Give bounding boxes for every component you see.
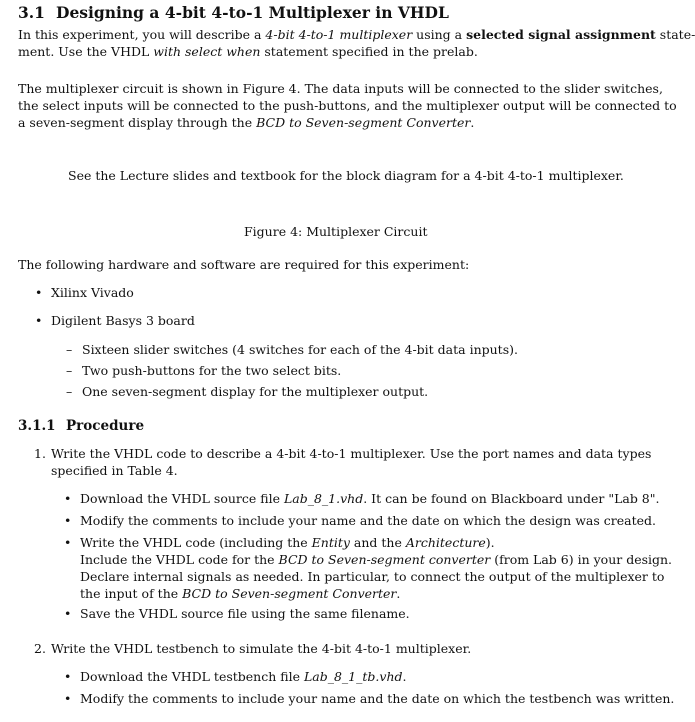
intro-text: using a xyxy=(412,27,467,42)
list-item-continuation: Declare internal signals as needed. In particular, to connect the output of the multiplexer to xyxy=(80,569,665,584)
para2-line-3 xyxy=(18,114,474,131)
intro-text: state- xyxy=(655,27,695,42)
step-1-line-2: specified in Table 4. xyxy=(51,463,178,478)
bullet-icon: • xyxy=(64,669,72,684)
para2-emph-bcd: BCD to Seven-segment Converter xyxy=(256,115,471,130)
dash-icon: – xyxy=(66,384,73,399)
step-text: Write the VHDL code to describe a 4-bit 4-to-1 multiplexer. Use the port names and data types xyxy=(51,446,652,461)
list-item-text: and the xyxy=(349,535,406,550)
list-item xyxy=(64,490,659,507)
intro-text: ment. Use the VHDL xyxy=(18,44,154,59)
sub-list-item-text: One seven-segment display for the multiplexer output. xyxy=(82,384,429,399)
intro-bold-ssa: selected signal assignment xyxy=(466,27,656,42)
list-item xyxy=(35,312,195,329)
list-item-text: the input of the xyxy=(80,586,183,601)
bullet-icon: • xyxy=(64,513,72,528)
para2-line-2: the select inputs will be connected to the push-buttons, and the multiplexer output will be connected to xyxy=(18,98,677,113)
bullet-icon: • xyxy=(64,606,72,621)
list-item-text: . It can be found on Blackboard under "Lab 8". xyxy=(363,491,660,506)
subsection-number: 3.1.1 xyxy=(18,418,56,434)
section-title: Designing a 4-bit 4-to-1 Multiplexer in VHDL xyxy=(56,3,449,22)
list-item-text: Write the VHDL code (including the xyxy=(80,535,312,550)
emph-architecture: Architecture xyxy=(405,535,486,550)
para2-text: a seven-segment display through the xyxy=(18,115,257,130)
subsection-heading xyxy=(18,418,144,434)
sub-list-item-text: Sixteen slider switches (4 switches for each of the 4-bit data inputs). xyxy=(82,342,518,357)
emph-entity: Entity xyxy=(311,535,350,550)
figure-placeholder-text: See the Lecture slides and textbook for the block diagram for a 4-bit 4-to-1 multiplexer. xyxy=(68,168,624,183)
bullet-icon: • xyxy=(64,535,72,550)
para2-line-1: The multiplexer circuit is shown in Figure 4. The data inputs will be connected to the slider switches, xyxy=(18,81,663,96)
step-number: 2. xyxy=(34,641,46,656)
list-item-continuation xyxy=(80,585,400,602)
subsection-title: Procedure xyxy=(66,418,145,434)
filename-text: Lab_8_1.vhd xyxy=(283,491,364,506)
list-item-text: ). xyxy=(485,535,495,550)
list-item xyxy=(35,284,134,301)
section-heading xyxy=(18,3,449,22)
intro-line-1 xyxy=(18,26,695,43)
emph-bcd: BCD to Seven-segment Converter xyxy=(182,586,397,601)
filename-text: Lab_8_1_tb.vhd xyxy=(303,669,403,684)
step-1-line-1 xyxy=(34,445,651,462)
list-item-continuation xyxy=(80,551,672,568)
list-item-text: Download the VHDL testbench file xyxy=(80,669,304,684)
list-item-text: Save the VHDL source file using the same filename. xyxy=(80,606,410,621)
intro-emph-mux: 4-bit 4-to-1 multiplexer xyxy=(265,27,413,42)
list-item-text: Modify the comments to include your name and the date on which the design was created. xyxy=(80,513,656,528)
dash-icon: – xyxy=(66,363,73,378)
sub-list-item-text: Two push-buttons for the two select bits. xyxy=(82,363,342,378)
list-item xyxy=(64,605,410,622)
list-item-text: Include the VHDL code for the xyxy=(80,552,279,567)
list-item xyxy=(64,512,656,529)
list-item-text: Modify the comments to include your name and the date on which the testbench was written. xyxy=(80,691,675,706)
bullet-icon: • xyxy=(64,691,72,706)
sub-list-item xyxy=(66,383,428,400)
list-item xyxy=(64,690,674,707)
sub-list-item xyxy=(66,341,518,358)
step-number: 1. xyxy=(34,446,46,461)
list-item-text: Digilent Basys 3 board xyxy=(51,313,195,328)
list-item-text: Xilinx Vivado xyxy=(51,285,134,300)
para2-text: . xyxy=(470,115,475,130)
step-text: Write the VHDL testbench to simulate the 4-bit 4-to-1 multiplexer. xyxy=(51,641,472,656)
bullet-icon: • xyxy=(64,491,72,506)
list-item xyxy=(64,534,495,551)
step-2-line-1 xyxy=(34,640,471,657)
list-item xyxy=(64,668,406,685)
sub-list-item xyxy=(66,362,341,379)
emph-bcd: BCD to Seven-segment converter xyxy=(278,552,491,567)
figure-caption: Figure 4: Multiplexer Circuit xyxy=(244,224,428,239)
requirements-intro: The following hardware and software are required for this experiment: xyxy=(18,257,470,272)
dash-icon: – xyxy=(66,342,73,357)
list-item-text: (from Lab 6) in your design. xyxy=(490,552,673,567)
intro-emph-wsw: with select when xyxy=(153,44,261,59)
section-number: 3.1 xyxy=(18,3,45,22)
list-item-text: . xyxy=(396,586,401,601)
bullet-icon: • xyxy=(35,285,43,300)
intro-text: In this experiment, you will describe a xyxy=(18,27,266,42)
list-item-text: Download the VHDL source file xyxy=(80,491,284,506)
intro-text: statement specified in the prelab. xyxy=(260,44,478,59)
intro-line-2 xyxy=(18,43,478,60)
bullet-icon: • xyxy=(35,313,43,328)
list-item-text: . xyxy=(402,669,407,684)
